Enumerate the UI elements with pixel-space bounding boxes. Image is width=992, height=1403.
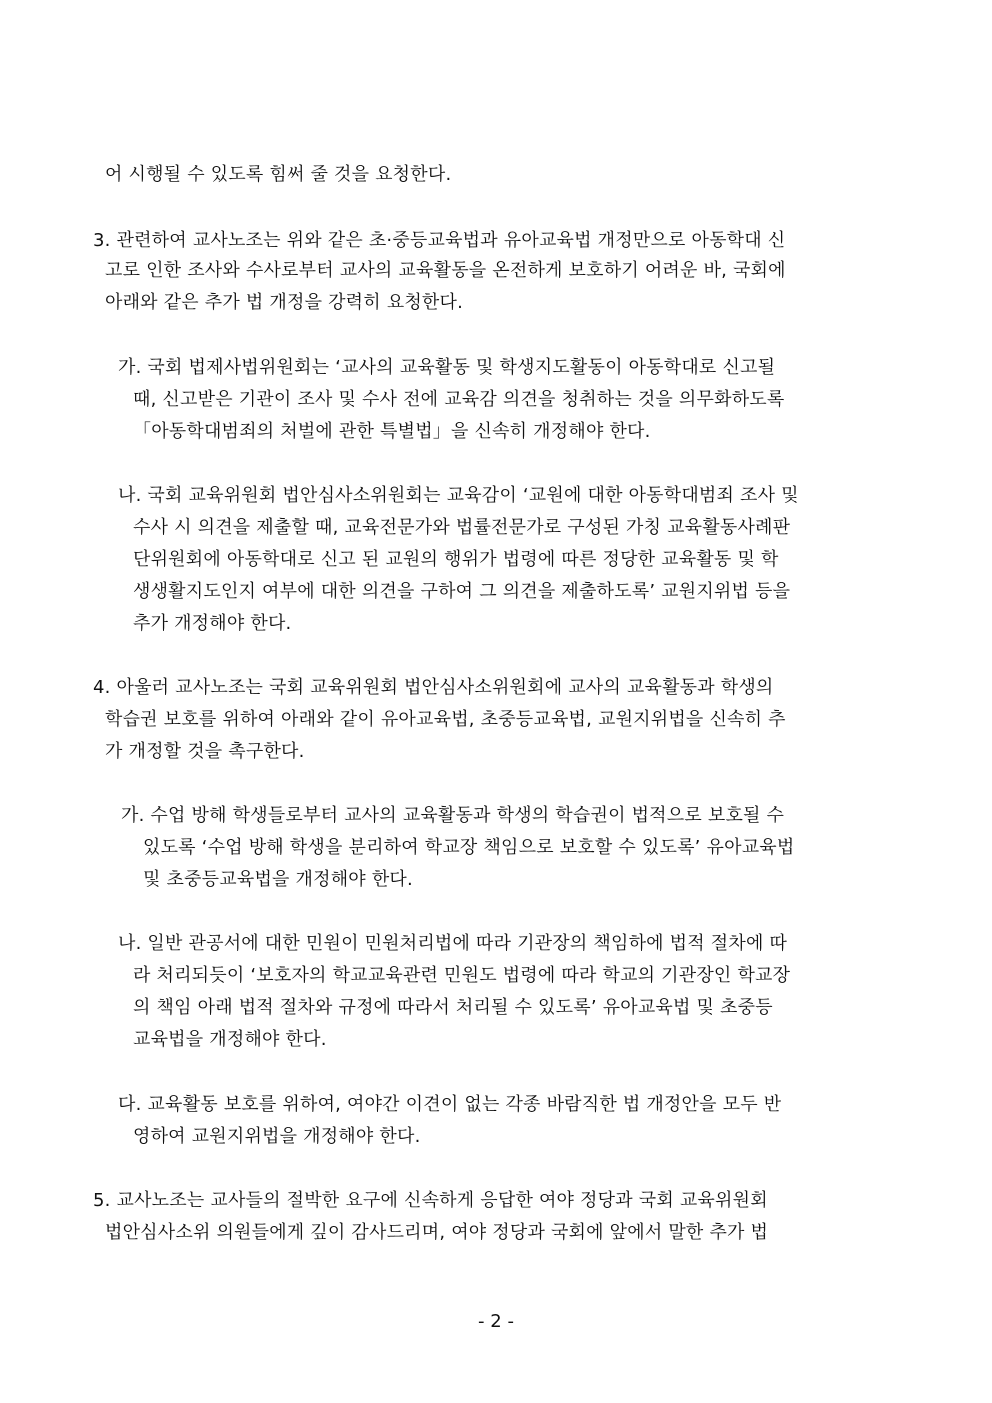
text-line: 나. 국회 교육위원회 법안심사소위원회는 교육감이 ‘교원에 대한 아동학대범죄 조사 및 [118, 485, 799, 506]
text-line: 영하여 교원지위법을 개정해야 한다. [133, 1126, 421, 1147]
text-line: 가. 국회 법제사법위원회는 ‘교사의 교육활동 및 학생지도활동이 아동학대로 신고될 [118, 357, 776, 378]
page-number: - 2 - [478, 1311, 514, 1332]
text-line: 어 시행될 수 있도록 힘써 줄 것을 요청한다. [105, 164, 452, 185]
text-line: 단위원회에 아동학대로 신고 된 교원의 행위가 법령에 따른 정당한 교육활동 및 학 [133, 549, 779, 570]
text-line: 법안심사소위 의원들에게 깊이 감사드리며, 여야 정당과 국회에 앞에서 말한 추가 법 [105, 1222, 769, 1243]
text-line: 있도록 ‘수업 방해 학생을 분리하여 학교장 책임으로 보호할 수 있도록’ 유아교육법 [143, 837, 795, 858]
text-line: 수사 시 의견을 제출할 때, 교육전문가와 법률전문가로 구성된 가칭 교육활동사례판 [133, 517, 791, 538]
text-line: 고로 인한 조사와 수사로부터 교사의 교육활동을 온전하게 보호하기 어려운 바, 국회에 [105, 260, 786, 281]
text-line: 의 책임 아래 법적 절차와 규정에 따라서 처리될 수 있도록’ 유아교육법 및 초중등 [133, 997, 773, 1018]
text-line: 나. 일반 관공서에 대한 민원이 민원처리법에 따라 기관장의 책임하에 법적 절차에 따 [118, 933, 788, 954]
text-line: 아래와 같은 추가 법 개정을 강력히 요청한다. [105, 292, 464, 313]
text-line: 학습권 보호를 위하여 아래와 같이 유아교육법, 초중등교육법, 교원지위법을 신속히 추 [105, 709, 786, 730]
text-line: 가 개정할 것을 촉구한다. [105, 741, 305, 762]
text-line: 「아동학대범죄의 처벌에 관한 특별법」을 신속히 개정해야 한다. [133, 421, 651, 442]
text-line: 추가 개정해야 한다. [133, 613, 292, 634]
text-line: 때, 신고받은 기관이 조사 및 수사 전에 교육감 의견을 청취하는 것을 의무화하도록 [133, 389, 785, 410]
text-line: 및 초중등교육법을 개정해야 한다. [143, 869, 413, 890]
text-line: 4. 아울러 교사노조는 국회 교육위원회 법안심사소위원회에 교사의 교육활동과 학생의 [93, 677, 774, 698]
text-line: 가. 수업 방해 학생들로부터 교사의 교육활동과 학생의 학습권이 법적으로 보호될 수 [121, 805, 785, 826]
text-line: 3. 관련하여 교사노조는 위와 같은 초·중등교육법과 유아교육법 개정만으로 아동학대 신 [93, 230, 786, 251]
text-line: 라 처리되듯이 ‘보호자의 학교교육관련 민원도 법령에 따라 학교의 기관장인 학교장 [133, 965, 791, 986]
text-line: 5. 교사노조는 교사들의 절박한 요구에 신속하게 응답한 여야 정당과 국회 교육위원회 [93, 1190, 768, 1211]
text-line: 교육법을 개정해야 한다. [133, 1029, 327, 1050]
text-line: 다. 교육활동 보호를 위하여, 여야간 이견이 없는 각종 바람직한 법 개정안을 모두 반 [118, 1094, 782, 1115]
text-line: 생생활지도인지 여부에 대한 의견을 구하여 그 의견을 제출하도록’ 교원지위법 등을 [133, 581, 791, 602]
